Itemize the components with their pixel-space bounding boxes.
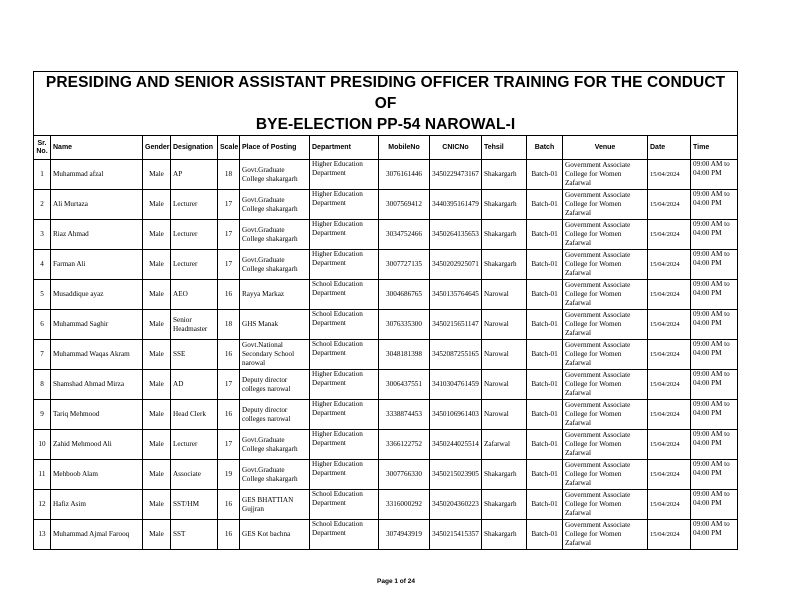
cell-time: 09:00 AM to 04:00 PM (691, 460, 738, 490)
cell-department: Higher Education Department (310, 430, 379, 460)
cell-scale: 16 (218, 280, 240, 310)
cell-department: Higher Education Department (310, 400, 379, 430)
cell-designation: Senior Headmaster (171, 310, 218, 340)
cell-venue: Government Associate College for Women Zafarwal (563, 310, 648, 340)
cell-place: GES Kot bachna (240, 520, 310, 550)
cell-name: Farman Ali (51, 250, 143, 280)
cell-date: 15/04/2024 (648, 370, 691, 400)
cell-scale: 18 (218, 160, 240, 190)
cell-gender: Male (143, 160, 171, 190)
cell-date: 15/04/2024 (648, 460, 691, 490)
header-name: Name (51, 136, 143, 160)
cell-department: School Education Department (310, 310, 379, 340)
cell-department: School Education Department (310, 520, 379, 550)
table-row (34, 340, 738, 370)
cell-tehsil: Shakargarh (482, 220, 527, 250)
cell-time: 09:00 AM to 04:00 PM (691, 190, 738, 220)
cell-designation: Head Clerk (171, 400, 218, 430)
cell-department: Higher Education Department (310, 370, 379, 400)
cell-scale: 18 (218, 310, 240, 340)
cell-venue: Government Associate College for Women Zafarwal (563, 400, 648, 430)
cell-name: Muhammad Saghir (51, 310, 143, 340)
cell-mobile: 3076161446 (379, 160, 430, 190)
cell-name: Mehboob Alam (51, 460, 143, 490)
cell-sr: 4 (34, 250, 51, 280)
cell-venue: Government Associate College for Women Zafarwal (563, 490, 648, 520)
cell-sr: 2 (34, 190, 51, 220)
cell-gender: Male (143, 340, 171, 370)
cell-date: 15/04/2024 (648, 490, 691, 520)
cell-department: Higher Education Department (310, 460, 379, 490)
cell-name: Ali Murtaza (51, 190, 143, 220)
cell-venue: Government Associate College for Women Zafarwal (563, 460, 648, 490)
cell-sr: 3 (34, 220, 51, 250)
cell-sr: 7 (34, 340, 51, 370)
cell-tehsil: Shakargarh (482, 160, 527, 190)
cell-batch: Batch-01 (527, 490, 563, 520)
cell-place: Govt.National Secondary School narowal (240, 340, 310, 370)
cell-place: Deputy director colleges narowal (240, 400, 310, 430)
cell-cnic: 3450215415357 (430, 520, 482, 550)
table-row (34, 220, 738, 250)
cell-mobile: 3034752466 (379, 220, 430, 250)
cell-sr: 12 (34, 490, 51, 520)
cell-name: Muhammad Ajmal Farooq (51, 520, 143, 550)
header-department: Department (310, 136, 379, 160)
cell-date: 15/04/2024 (648, 400, 691, 430)
cell-venue: Government Associate College for Women Zafarwal (563, 340, 648, 370)
cell-cnic: 3450135764645 (430, 280, 482, 310)
cell-scale: 17 (218, 190, 240, 220)
cell-gender: Male (143, 190, 171, 220)
cell-cnic: 3450264135653 (430, 220, 482, 250)
cell-date: 15/04/2024 (648, 160, 691, 190)
document-title (34, 72, 738, 136)
header-cnic: CNICNo (430, 136, 482, 160)
cell-mobile: 3076335300 (379, 310, 430, 340)
cell-time: 09:00 AM to 04:00 PM (691, 310, 738, 340)
cell-batch: Batch-01 (527, 430, 563, 460)
cell-name: Hafiz Asim (51, 490, 143, 520)
cell-gender: Male (143, 370, 171, 400)
cell-scale: 17 (218, 430, 240, 460)
cell-place: Govt.Graduate College shakargarh (240, 220, 310, 250)
cell-cnic: 3450244025514 (430, 430, 482, 460)
cell-designation: Lecturer (171, 430, 218, 460)
cell-batch: Batch-01 (527, 190, 563, 220)
cell-cnic: 3450215023905 (430, 460, 482, 490)
cell-designation: AP (171, 160, 218, 190)
cell-time: 09:00 AM to 04:00 PM (691, 430, 738, 460)
cell-gender: Male (143, 490, 171, 520)
cell-cnic: 3450106961403 (430, 400, 482, 430)
cell-time: 09:00 AM to 04:00 PM (691, 370, 738, 400)
cell-place: Rayya Markaz (240, 280, 310, 310)
cell-cnic: 3410304761459 (430, 370, 482, 400)
cell-department: School Education Department (310, 490, 379, 520)
cell-cnic: 3452087255165 (430, 340, 482, 370)
cell-cnic: 3450202925071 (430, 250, 482, 280)
cell-gender: Male (143, 310, 171, 340)
cell-department: Higher Education Department (310, 220, 379, 250)
cell-batch: Batch-01 (527, 340, 563, 370)
cell-scale: 16 (218, 400, 240, 430)
cell-mobile: 3007569412 (379, 190, 430, 220)
cell-tehsil: Shakargarh (482, 190, 527, 220)
cell-name: Muhammad afzal (51, 160, 143, 190)
cell-mobile: 3007766330 (379, 460, 430, 490)
cell-scale: 16 (218, 520, 240, 550)
cell-sr: 13 (34, 520, 51, 550)
table-row (34, 490, 738, 520)
cell-sr: 11 (34, 460, 51, 490)
cell-scale: 19 (218, 460, 240, 490)
cell-department: School Education Department (310, 280, 379, 310)
cell-tehsil: Narowal (482, 340, 527, 370)
cell-time: 09:00 AM to 04:00 PM (691, 250, 738, 280)
title-line-2: BYE-ELECTION PP-54 NAROWAL-I (255, 116, 516, 133)
cell-place: Deputy director colleges narowal (240, 370, 310, 400)
cell-place: Govt.Graduate College shakargarh (240, 190, 310, 220)
cell-batch: Batch-01 (527, 460, 563, 490)
cell-name: Tariq Mehmood (51, 400, 143, 430)
cell-tehsil: Narowal (482, 280, 527, 310)
table-row (34, 430, 738, 460)
header-time: Time (691, 136, 738, 160)
cell-designation: SST (171, 520, 218, 550)
cell-gender: Male (143, 400, 171, 430)
cell-gender: Male (143, 430, 171, 460)
cell-time: 09:00 AM to 04:00 PM (691, 160, 738, 190)
cell-time: 09:00 AM to 04:00 PM (691, 520, 738, 550)
cell-venue: Government Associate College for Women Zafarwal (563, 250, 648, 280)
cell-batch: Batch-01 (527, 310, 563, 340)
cell-batch: Batch-01 (527, 220, 563, 250)
cell-sr: 8 (34, 370, 51, 400)
cell-place: Govt.Graduate College shakargarh (240, 460, 310, 490)
header-sr: Sr. No. (34, 136, 51, 160)
cell-name: Musaddique ayaz (51, 280, 143, 310)
cell-venue: Government Associate College for Women Zafarwal (563, 190, 648, 220)
cell-sr: 5 (34, 280, 51, 310)
cell-scale: 17 (218, 220, 240, 250)
cell-scale: 17 (218, 250, 240, 280)
cell-name: Shamshad Ahmad Mirza (51, 370, 143, 400)
cell-name: Riaz Ahmad (51, 220, 143, 250)
cell-place: Govt.Graduate College shakargarh (240, 160, 310, 190)
header-venue: Venue (563, 136, 648, 160)
officer-training-table (33, 71, 738, 550)
cell-cnic: 3440395161479 (430, 190, 482, 220)
cell-date: 15/04/2024 (648, 250, 691, 280)
cell-venue: Government Associate College for Women Zafarwal (563, 220, 648, 250)
cell-mobile: 3007727135 (379, 250, 430, 280)
cell-place: Govt.Graduate College shakargarh (240, 250, 310, 280)
cell-venue: Government Associate College for Women Zafarwal (563, 280, 648, 310)
table-row (34, 190, 738, 220)
cell-department: Higher Education Department (310, 160, 379, 190)
cell-cnic: 3450204360223 (430, 490, 482, 520)
cell-tehsil: Shakargarh (482, 250, 527, 280)
cell-scale: 16 (218, 490, 240, 520)
cell-sr: 9 (34, 400, 51, 430)
cell-department: Higher Education Department (310, 250, 379, 280)
header-gender: Gender (143, 136, 171, 160)
cell-batch: Batch-01 (527, 370, 563, 400)
cell-place: Govt.Graduate College shakargarh (240, 430, 310, 460)
cell-date: 15/04/2024 (648, 220, 691, 250)
cell-mobile: 3004686765 (379, 280, 430, 310)
table-row (34, 280, 738, 310)
cell-gender: Male (143, 460, 171, 490)
cell-designation: SSE (171, 340, 218, 370)
cell-tehsil: Shakargarh (482, 520, 527, 550)
table-row (34, 370, 738, 400)
cell-time: 09:00 AM to 04:00 PM (691, 220, 738, 250)
cell-scale: 17 (218, 370, 240, 400)
cell-tehsil: Shakargarh (482, 460, 527, 490)
cell-date: 15/04/2024 (648, 280, 691, 310)
cell-mobile: 3048181398 (379, 340, 430, 370)
cell-venue: Government Associate College for Women Zafarwal (563, 430, 648, 460)
cell-date: 15/04/2024 (648, 340, 691, 370)
cell-batch: Batch-01 (527, 520, 563, 550)
header-date: Date (648, 136, 691, 160)
cell-name: Muhammad Waqas Akram (51, 340, 143, 370)
cell-name: Zahid Mehmood Ali (51, 430, 143, 460)
cell-designation: Lecturer (171, 190, 218, 220)
table-row (34, 460, 738, 490)
cell-date: 15/04/2024 (648, 430, 691, 460)
cell-gender: Male (143, 520, 171, 550)
document-sheet (33, 71, 737, 550)
cell-mobile: 3316000292 (379, 490, 430, 520)
cell-place: GHS Manak (240, 310, 310, 340)
cell-time: 09:00 AM to 04:00 PM (691, 340, 738, 370)
cell-sr: 10 (34, 430, 51, 460)
cell-tehsil: Zafarwal (482, 430, 527, 460)
table-row (34, 400, 738, 430)
table-body (34, 160, 738, 550)
table-row (34, 160, 738, 190)
cell-gender: Male (143, 280, 171, 310)
cell-tehsil: Narowal (482, 370, 527, 400)
cell-tehsil: Narowal (482, 400, 527, 430)
cell-date: 15/04/2024 (648, 310, 691, 340)
cell-designation: Lecturer (171, 220, 218, 250)
cell-designation: Associate (171, 460, 218, 490)
cell-venue: Government Associate College for Women Zafarwal (563, 370, 648, 400)
cell-cnic: 3450215651147 (430, 310, 482, 340)
cell-batch: Batch-01 (527, 160, 563, 190)
cell-mobile: 3006437551 (379, 370, 430, 400)
cell-sr: 6 (34, 310, 51, 340)
cell-time: 09:00 AM to 04:00 PM (691, 280, 738, 310)
cell-scale: 16 (218, 340, 240, 370)
cell-mobile: 3366122752 (379, 430, 430, 460)
cell-mobile: 3338874453 (379, 400, 430, 430)
header-mobile: MobileNo (379, 136, 430, 160)
table-row (34, 310, 738, 340)
cell-time: 09:00 AM to 04:00 PM (691, 400, 738, 430)
cell-designation: Lecturer (171, 250, 218, 280)
cell-gender: Male (143, 220, 171, 250)
cell-sr: 1 (34, 160, 51, 190)
title-line-1: PRESIDING AND SENIOR ASSISTANT PRESIDING OFFICER TRAINING FOR THE CONDUCT OF (45, 74, 726, 112)
cell-designation: SST/HM (171, 490, 218, 520)
header-place: Place of Posting (240, 136, 310, 160)
cell-place: GES BHATTIAN Gujjran (240, 490, 310, 520)
cell-tehsil: Shakargarh (482, 490, 527, 520)
table-row (34, 250, 738, 280)
cell-date: 15/04/2024 (648, 190, 691, 220)
cell-date: 15/04/2024 (648, 520, 691, 550)
cell-cnic: 3450229473167 (430, 160, 482, 190)
cell-time: 09:00 AM to 04:00 PM (691, 490, 738, 520)
cell-mobile: 3074943919 (379, 520, 430, 550)
page-footer: Page 1 of 24 (377, 578, 415, 585)
cell-department: School Education Department (310, 340, 379, 370)
cell-designation: AD (171, 370, 218, 400)
cell-tehsil: Narowal (482, 310, 527, 340)
table-row (34, 520, 738, 550)
header-tehsil: Tehsil (482, 136, 527, 160)
header-designation: Designation (171, 136, 218, 160)
cell-gender: Male (143, 250, 171, 280)
header-row (34, 136, 738, 160)
header-scale: Scale (218, 136, 240, 160)
header-batch: Batch (527, 136, 563, 160)
cell-batch: Batch-01 (527, 250, 563, 280)
cell-venue: Government Associate College for Women Zafarwal (563, 160, 648, 190)
cell-designation: AEO (171, 280, 218, 310)
cell-venue: Government Associate College for Women Zafarwal (563, 520, 648, 550)
cell-batch: Batch-01 (527, 280, 563, 310)
cell-batch: Batch-01 (527, 400, 563, 430)
cell-department: Higher Education Department (310, 190, 379, 220)
